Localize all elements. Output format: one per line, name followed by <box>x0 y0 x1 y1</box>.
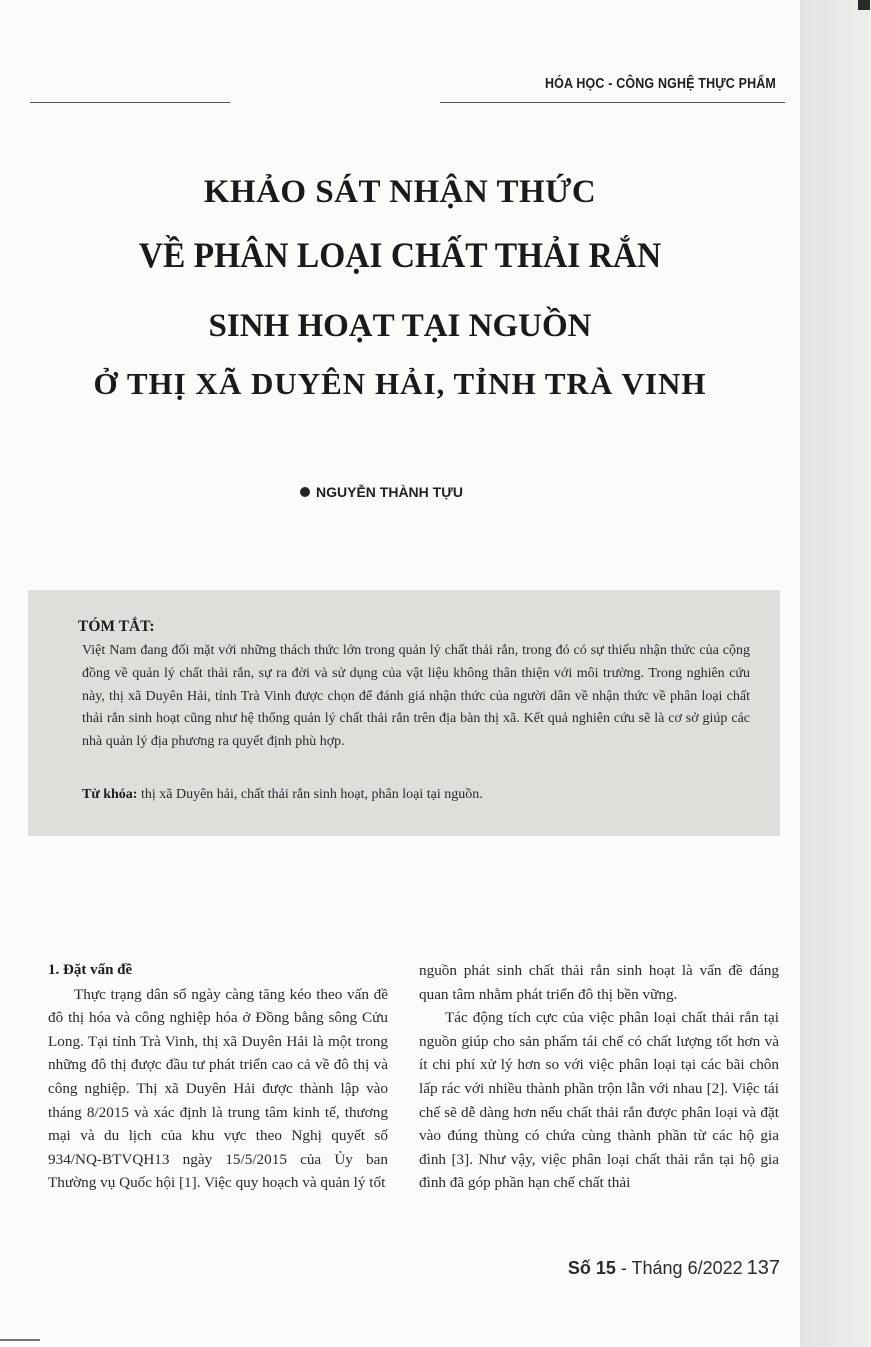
author-byline <box>300 484 560 500</box>
section-heading: 1. Đặt vấn đề <box>48 962 133 978</box>
page-number: 137 <box>746 1257 780 1279</box>
header-rule <box>30 102 230 103</box>
section-header: HÓA HỌC - CÔNG NGHỆ THỰC PHẨM <box>544 76 776 92</box>
header-rule <box>440 102 785 103</box>
issue-number: Số 15 <box>567 1258 616 1278</box>
keywords-label: Từ khóa: <box>82 787 138 802</box>
scan-margin <box>800 0 871 1347</box>
abstract-body-text: Việt Nam đang đối mặt với những thách thức lớn trong quản lý chất thải rắn, trong đó có sự thiếu nhận thức của cộng đồng về quản lý chất thải rắn, sự ra đời và sử dụng của vật liệu không thân thiện với môi trường. Trong nghiên cứu này, thị xã Duyên Hải, tỉnh Trà Vinh được chọn để đánh giá nhận thức của người dân về nhận thức về phân loại chất thải rắn sinh hoạt cũng như hệ thống quản lý chất thải rắn trên địa bàn thị xã. Kết quả nghiên cứu sẽ là cơ sở giúp các nhà quản lý địa phương ra quyết định phù hợp. <box>82 643 750 750</box>
issue-date: - Tháng 6/2022 <box>615 1258 743 1278</box>
keywords-text: thị xã Duyên hải, chất thải rắn sinh hoạt, phân loại tại nguồn. <box>137 787 483 802</box>
abstract-heading: TÓM TẮT: <box>78 618 155 635</box>
paragraph: Thực trạng dân số ngày càng tăng kéo theo vấn đề đô thị hóa và công nghiệp hóa ở Đồng bằng sông Cửu Long. Tại tỉnh Trà Vinh, thị xã Duyên Hải là một trong những đô thị được đầu tư phát triển cao cả về đô thị và công nghiệp. Thị xã Duyên Hải được thành lập vào tháng 8/2015 và xác định là trung tâm kinh tế, thương mại và du lịch của khu vực theo Nghị quyết số 934/NQ-BTVQH13 ngày 15/5/2015 của Ủy ban Thường vụ Quốc hội [1]. Việc quy hoạch và quản lý tốt <box>48 985 388 1192</box>
article-title-line-2: VỀ PHÂN LOẠI CHẤT THẢI RẮN <box>138 235 662 275</box>
author-name: NGUYỄN THÀNH TỰU <box>316 484 463 500</box>
body-column-right <box>419 959 779 1195</box>
page-footer <box>540 1257 780 1280</box>
article-title-line-4: Ở THỊ XÃ DUYÊN HẢI, TỈNH TRÀ VINH <box>93 366 707 401</box>
scan-corner-mark <box>858 0 870 10</box>
keywords <box>82 787 750 803</box>
paragraph: Tác động tích cực của việc phân loại chất thải rắn tại nguồn giúp cho sản phẩm tái chế có chất lượng tốt hơn và ít chi phí xử lý hơn so với việc phân loại tại các bãi chôn lấp rác với nhiều thành phần trộn lẫn với nhau [2]. Việc tái chế sẽ dễ dàng hơn nếu chất thải rắn được phân loại và đặt vào đúng thùng có chứa cùng thành phần từ các hộ gia đình [3]. Như vậy, việc phân loại chất thải rắn tại hộ gia đình đã góp phần hạn chế chất thải <box>419 1009 779 1192</box>
article-title-line-1: KHẢO SÁT NHẬN THỨC <box>203 174 597 210</box>
abstract-body <box>82 640 750 754</box>
bullet-icon <box>300 487 310 497</box>
body-column-left <box>48 959 388 1195</box>
scan-edge-mark <box>0 1339 40 1341</box>
article-title-line-3: SINH HOẠT TẠI NGUỒN <box>208 308 592 344</box>
paragraph: nguồn phát sinh chất thải rắn sinh hoạt là vấn đề đáng quan tâm nhằm phát triển đô thị bền vững. <box>419 962 779 1003</box>
